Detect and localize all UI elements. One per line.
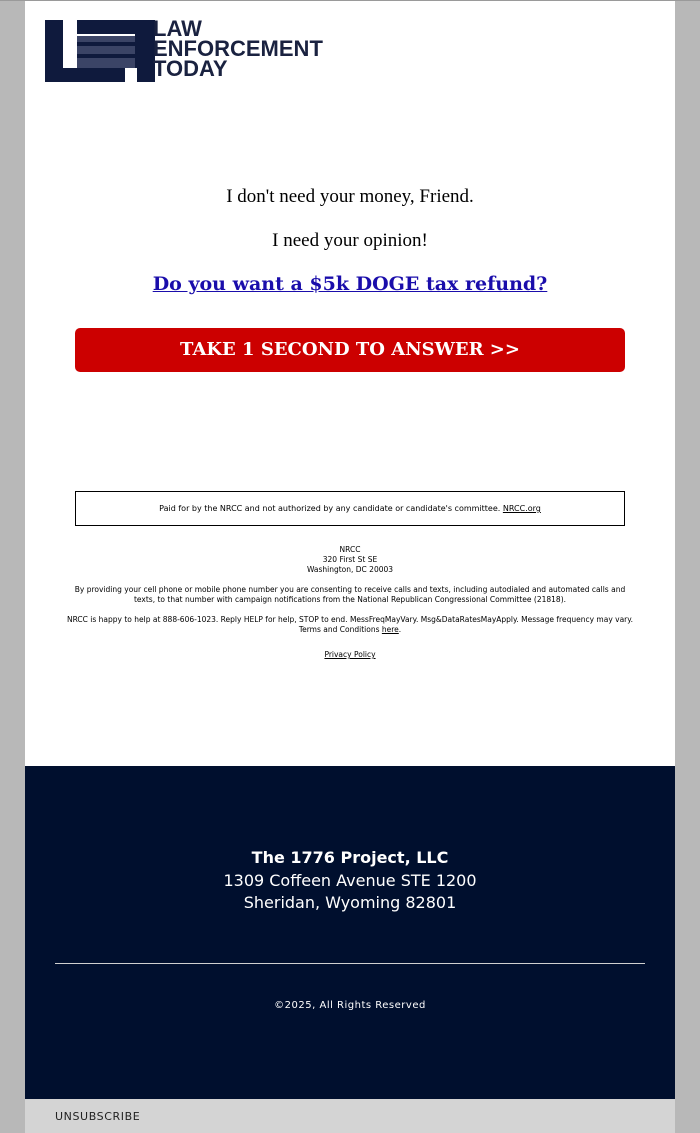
logo-line-3: TODAY [153, 56, 228, 81]
footer-company: The 1776 Project, LLC [251, 848, 449, 867]
logo-wordmark [153, 16, 323, 81]
terms-link[interactable]: here [381, 625, 399, 634]
logo-line-1: LAW [153, 16, 202, 41]
unsubscribe-bar [25, 1099, 675, 1133]
footer [25, 766, 675, 1099]
question-link[interactable]: Do you want a $5k DOGE tax refund? [152, 273, 548, 295]
footer-city: Sheridan, Wyoming 82801 [243, 893, 457, 912]
email-container [25, 1, 675, 1133]
help-text-body: NRCC is happy to help at 888-606-1023. Reply HELP for help, STOP to end. MessFreqMayVary. Msg&DataRatesMayApply. Message frequency may vary. Terms and Conditions [66, 615, 634, 634]
paid-for-text: Paid for by the NRCC and not authorized by any candidate or candidate's committee. [159, 504, 501, 513]
opinion-line: I need your opinion! [272, 230, 428, 251]
footer-copyright: ©2025, All Rights Reserved [274, 1000, 426, 1011]
address-name: NRCC [339, 545, 361, 554]
intro-line: I don't need your money, Friend. [226, 186, 474, 207]
address-city: Washington, DC 20003 [306, 565, 394, 574]
nrcc-link[interactable]: NRCC.org [502, 504, 541, 513]
help-text: NRCC is happy to help at 888-606-1023. Reply HELP for help, STOP to end. MessFreqMayVary. Msg&DataRatesMayApply. Message frequency may vary. Terms and Conditions here. [66, 615, 634, 634]
privacy-row [65, 650, 635, 660]
paid-for-disclaimer [75, 491, 625, 526]
address-street: 320 First St SE [322, 555, 378, 564]
sms-consent-text: By providing your cell phone or mobile phone number you are consenting to receive calls and texts, including autodialed and automated calls and texts, to that number with campaign notifications from the National Republican Congressional Committee (21818). [74, 585, 626, 604]
footer-street: 1309 Coffeen Avenue STE 1200 [223, 871, 477, 890]
mailing-address [65, 545, 635, 575]
logo-mark-icon [45, 20, 155, 82]
unsubscribe-link[interactable]: UNSUBSCRIBE [55, 1110, 141, 1123]
logo[interactable] [45, 16, 365, 84]
logo-line-2: ENFORCEMENT [153, 36, 323, 61]
privacy-policy-link[interactable]: Privacy Policy [324, 650, 376, 659]
footer-divider [55, 963, 645, 964]
answer-button[interactable]: TAKE 1 SECOND TO ANSWER >> [75, 328, 625, 372]
